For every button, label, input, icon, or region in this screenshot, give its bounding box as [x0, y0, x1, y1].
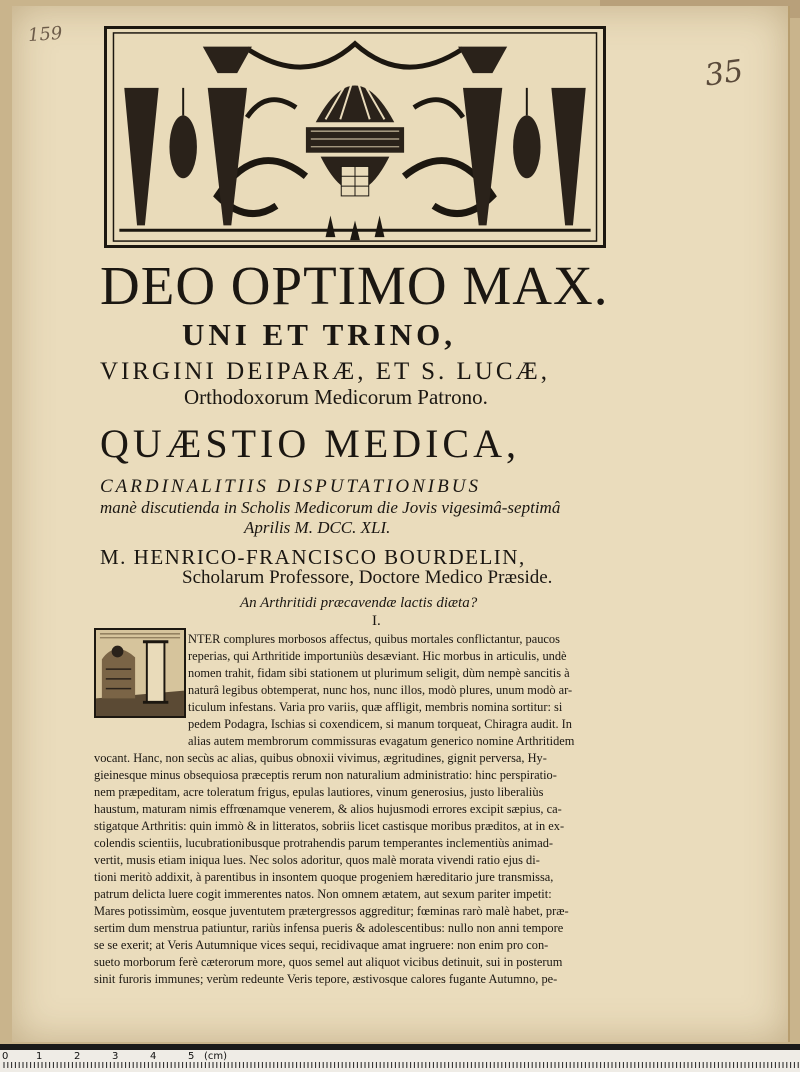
signature-mark: 35 — [702, 53, 746, 94]
body-line: nomen trahit, fidam sibi stationem ut plurimum seligit, dùm nempè sancitis à — [188, 666, 570, 680]
praeses-name: M. HENRICO-FRANCISCO BOURDELIN, — [100, 545, 526, 569]
body-line: naturâ legibus obtemperat, nunc hos, nunc illos, modò plures, unum modò ar- — [188, 683, 573, 697]
body-line: nem præpeditam, acre toleratum frigus, epulas lautiores, vinum generosius, justo liberaliùs — [94, 785, 544, 799]
dedication-line-1: DEO OPTIMO MAX. — [100, 255, 609, 316]
body-line: gieinesque minus obsequiosa præceptis rerum non naturalium administratio: hinc perspiratio- — [94, 768, 557, 782]
ruler-ticks — [0, 1062, 800, 1072]
body-line: colendis scientiis, lucubrationibusque protrahendis parum temperantes inclementiùs animad- — [94, 836, 554, 850]
praeses-title: Scholarum Professore, Doctore Medico Præside. — [182, 567, 553, 588]
question-subtitle-2: manè discutienda in Scholis Medicorum die Jovis vigesimâ-septimâ — [100, 498, 561, 517]
initial-illustration — [96, 630, 184, 716]
question-subtitle-3: Aprilis M. DCC. XLI. — [244, 518, 391, 537]
ruler-label: 1 — [36, 1051, 43, 1062]
body-line: stigatque Arthritis: quin immò & in litteratos, sobriis licet castisque moribus præditos, at in ex- — [94, 819, 565, 833]
body-line: vocant. Hanc, non secùs ac alias, quibus obnoxii vivimus, ægritudines, gignit perversa, Hy- — [94, 751, 547, 765]
question-heading: QUÆSTIO MEDICA, — [100, 421, 520, 466]
body-line: Mares potissimùm, eosque juventutem prætergressos aggreditur; fœminas rarò malè habet, præ- — [94, 904, 569, 918]
body-line: reperias, qui Arthritide importuniùs desæviant. Hic morbus in articulis, undè — [188, 649, 567, 663]
ruler-label: 3 — [112, 1051, 119, 1062]
dedication-line-4: Orthodoxorum Medicorum Patrono. — [184, 385, 488, 409]
ruler-label: 4 — [150, 1051, 157, 1062]
section-number: I. — [372, 613, 381, 629]
body-line: vertit, musis etiam iniqua lues. Nec solos adoritur, quos malè morata vivendi ratio ejus di- — [94, 853, 540, 867]
decorated-initial — [94, 628, 186, 718]
ruler-label: 0 — [2, 1051, 9, 1062]
ruler-label: 2 — [74, 1051, 81, 1062]
body-line: patrum delicta luere cogit immerentes natos. Non omnem ætatem, aut sexum pariter impetit: — [94, 887, 552, 901]
body-line: sertim dum menstrua patiuntur, rariùs infensa pueris & adolescentibus: nullo non anni tempore — [94, 921, 564, 935]
body-line: tioni meritò addixit, à parentibus in insontem quoque progeniem hæreditario jure transmissa, — [94, 870, 554, 884]
body-line: se se exerit; at Veris Autumnique vices sequi, recidivaque amat ingruere: non enim pro con- — [94, 938, 549, 952]
body-line: sinit furoris immunes; verùm redeunte Veris tepore, æstivosque calores fugante Autumno, pe- — [94, 972, 558, 986]
thesis-question: An Arthritidi præcavendæ lactis diæta? — [240, 595, 478, 611]
body-line: alias autem membrorum commissuras evagatum generico nomine Arthritidem — [188, 734, 575, 748]
body-line: NTER complures morbosos affectus, quibus mortales conflictantur, paucos — [188, 632, 560, 646]
folio-number: 159 — [27, 22, 64, 47]
question-subtitle-1: CARDINALITIIS DISPUTATIONIBUS — [100, 476, 481, 497]
body-line: pedem Podagra, Ischias si coxendicem, si manum torqueat, Chiragra audit. In — [188, 717, 573, 731]
body-line: haustum, maturam nimis effrœnamque venerem, & alios hujusmodi errores excipit sæpius, ca- — [94, 802, 562, 816]
ruler-unit-label: (cm) — [204, 1051, 228, 1062]
headpiece-illustration — [107, 29, 603, 245]
body-line: sueto morborum ferè cæterorum more, quos semel aut aliquot vicibus detinuit, sui in posterum — [94, 955, 563, 969]
body-line: ticulum infestans. Varia pro variis, quæ affligit, membris nomina sortitur: si — [188, 700, 563, 714]
dedication-line-3: VIRGINI DEIPARÆ, ET S. LUCÆ, — [100, 358, 551, 385]
ruler-label: 5 — [188, 1051, 195, 1062]
ornamental-headpiece — [104, 26, 606, 248]
scale-ruler — [0, 1044, 800, 1072]
dedication-line-2: UNI ET TRINO, — [182, 317, 456, 352]
ruler-bar — [0, 1044, 800, 1050]
